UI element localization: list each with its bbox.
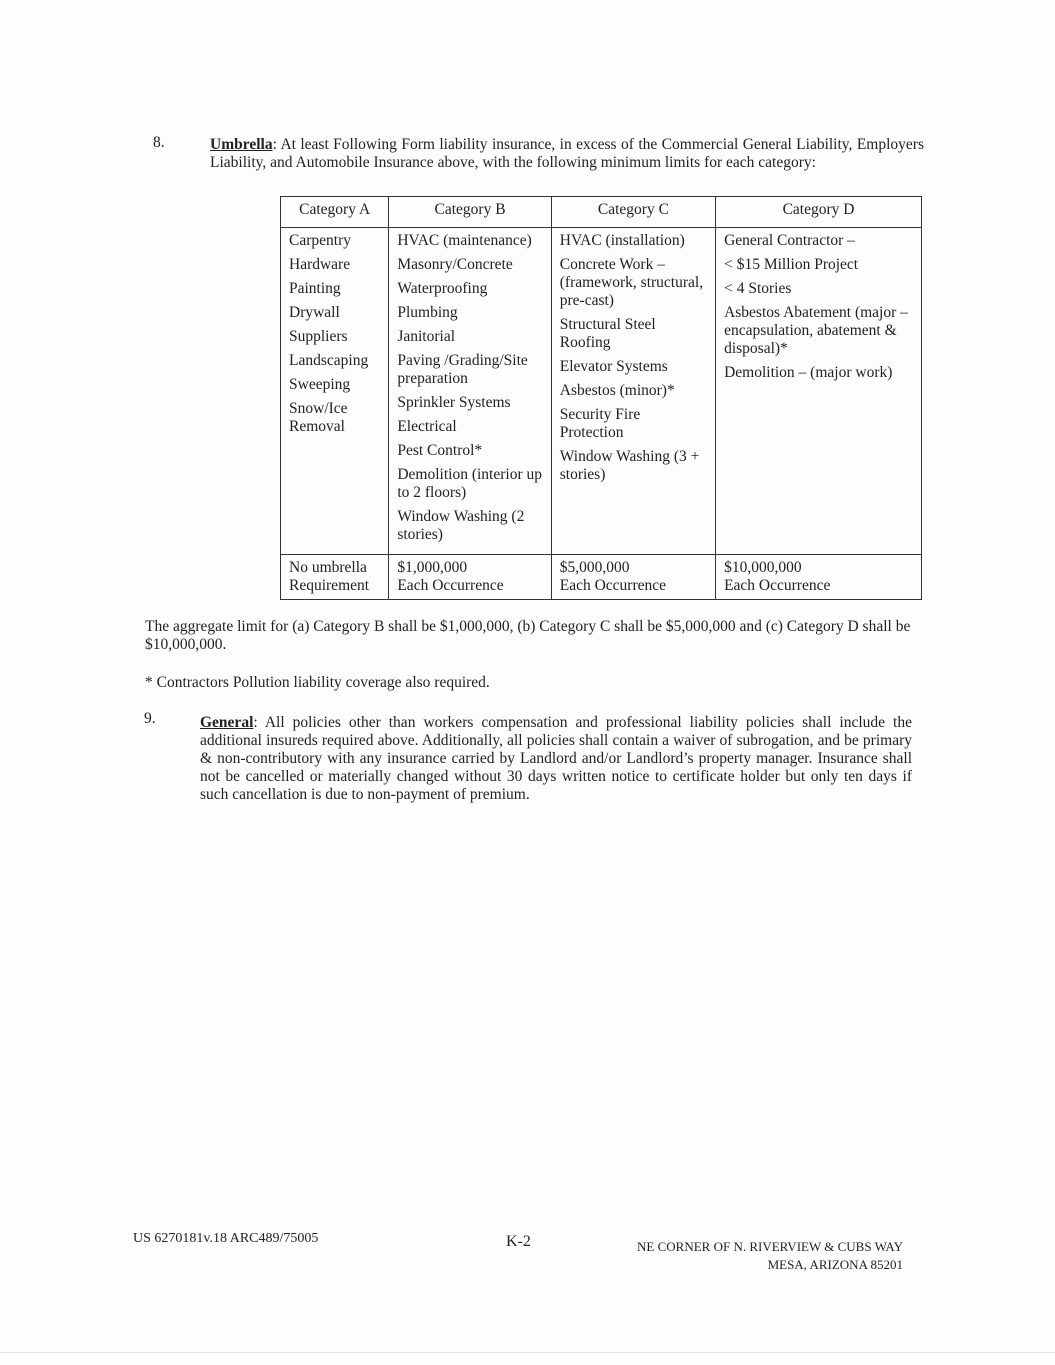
column-header: Category C — [551, 197, 715, 228]
page-edge — [0, 1352, 1055, 1353]
category-item: Plumbing — [397, 304, 458, 321]
category-item: < 4 Stories — [724, 280, 792, 297]
page-number: K-2 — [506, 1233, 531, 1250]
column-header: Category D — [716, 197, 922, 228]
category-items-cell — [716, 228, 922, 555]
category-item: HVAC (maintenance) — [397, 232, 532, 249]
category-item: Asbestos Abatement (major – encapsulation, abatement & disposal)* — [724, 304, 908, 357]
category-item: Janitorial — [397, 328, 456, 345]
category-item: General Contractor – — [724, 232, 855, 249]
category-item: Waterproofing — [397, 280, 488, 297]
category-item: Window Washing (2 stories) — [397, 508, 525, 543]
category-item: Electrical — [397, 418, 457, 435]
category-item: Window Washing (3 + stories) — [559, 448, 700, 483]
limit-line: No umbrella — [289, 559, 367, 576]
category-item: Security Fire Protection — [559, 406, 641, 441]
section-text: : All policies other than workers compensation and professional liability policies shall include the additional insureds required above. Additionally, all policies shall contain a waiver of subrogation, and be primary & non-contributory with any insurance carried by Landlord and/or Landlord’s property manager. Insurance shall not be cancelled or materially changed without 30 days written notice to certificate holder but only ten days if such cancellation is due to non-payment of premium. — [200, 714, 912, 803]
document-id: US 6270181v.18 ARC489/75005 — [133, 1231, 319, 1246]
category-item: Landscaping — [289, 352, 369, 369]
umbrella-limits-table — [280, 196, 922, 600]
category-item: Demolition – (major work) — [724, 364, 893, 381]
section-number: 9. — [144, 710, 156, 727]
category-item: Pest Control* — [397, 442, 483, 459]
category-item: Suppliers — [289, 328, 348, 345]
section-number: 8. — [153, 134, 165, 151]
footnote: * Contractors Pollution liability coverage also required. — [145, 674, 490, 691]
category-item: Paving /Grading/Site preparation — [397, 352, 528, 387]
section-text: : At least Following Form liability insurance, in excess of the Commercial General Liability, Employers Liability, and Automobile Insurance above, with the following minimum limits for each category: — [210, 136, 924, 171]
limit-cell — [716, 555, 922, 600]
category-item: Sweeping — [289, 376, 351, 393]
limit-cell — [281, 555, 389, 600]
limit-line: $1,000,000 — [397, 559, 468, 576]
category-item: HVAC (installation) — [559, 232, 685, 249]
category-item: Concrete Work – (framework, structural, pre-cast) — [559, 256, 704, 309]
limit-line: Each Occurrence — [724, 577, 831, 594]
category-item: Painting — [289, 280, 341, 297]
category-item: Hardware — [289, 256, 351, 273]
aggregate-limit-text: The aggregate limit for (a) Category B shall be $1,000,000, (b) Category C shall be $5,000,000 and (c) Category D shall be $10,000,000. — [145, 618, 911, 653]
limit-line: Each Occurrence — [559, 577, 667, 594]
limit-line: Requirement — [289, 577, 370, 594]
category-item: Elevator Systems — [559, 358, 668, 375]
property-address — [600, 1238, 903, 1274]
category-item: Structural Steel Roofing — [559, 316, 656, 351]
category-items-cell — [281, 228, 389, 555]
limit-cell — [551, 555, 715, 600]
category-item: Sprinkler Systems — [397, 394, 511, 411]
section-heading: General — [200, 714, 254, 731]
category-items-cell — [389, 228, 551, 555]
limit-line: $10,000,000 — [724, 559, 802, 576]
category-item: Drywall — [289, 304, 340, 321]
category-item: Snow/Ice Removal — [289, 400, 348, 435]
category-item: < $15 Million Project — [724, 256, 859, 273]
limit-line: Each Occurrence — [397, 577, 504, 594]
category-item: Carpentry — [289, 232, 351, 249]
address-line-1: NE CORNER OF N. RIVERVIEW & CUBS WAY — [637, 1239, 903, 1254]
section-umbrella — [210, 136, 924, 172]
limit-cell — [389, 555, 551, 600]
column-header: Category A — [281, 197, 389, 228]
category-item: Demolition (interior up to 2 floors) — [397, 466, 542, 501]
section-heading: Umbrella — [210, 136, 273, 153]
column-header: Category B — [389, 197, 551, 228]
section-general — [200, 714, 912, 804]
category-item: Masonry/Concrete — [397, 256, 513, 273]
address-line-2: MESA, ARIZONA 85201 — [767, 1257, 903, 1272]
limit-line: $5,000,000 — [559, 559, 630, 576]
category-item: Asbestos (minor)* — [559, 382, 675, 399]
category-items-cell — [551, 228, 715, 555]
